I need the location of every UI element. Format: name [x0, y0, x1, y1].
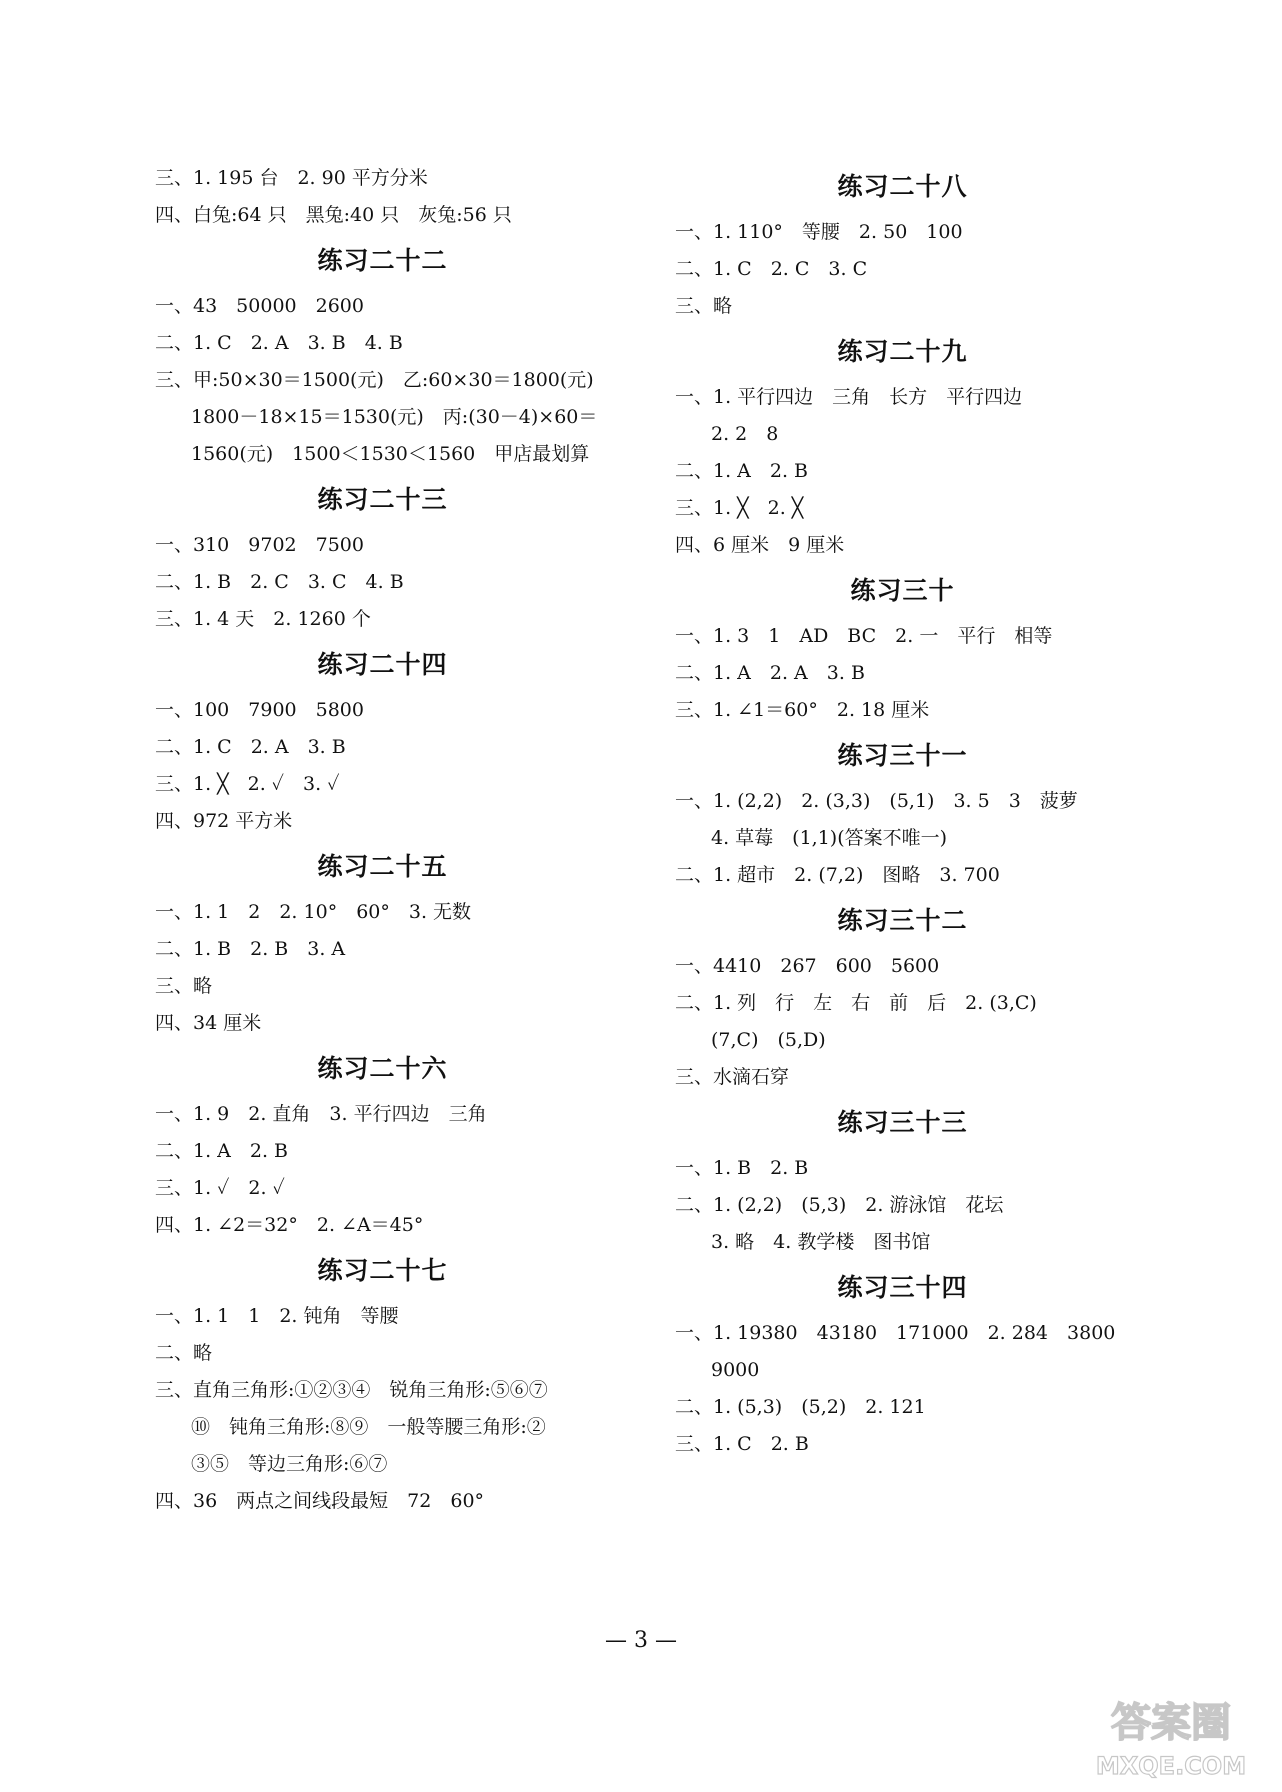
answer-line: 三、1. C 2. B [675, 1433, 809, 1455]
answer-line: 三、直角三角形:①②③④ 锐角三角形:⑤⑥⑦ [155, 1379, 548, 1401]
answer-line: 三、1. ∠1＝60° 2. 18 厘米 [675, 699, 930, 721]
left-column [155, 160, 610, 1520]
answer-line: 三、1. ✓ 2. ✓ [155, 1177, 285, 1199]
section-heading: 练习二十六 [317, 1054, 448, 1083]
section-heading: 练习二十四 [317, 650, 448, 679]
answer-line: 四、972 平方米 [155, 810, 293, 832]
answer-line-continued: ⑩ 钝角三角形:⑧⑨ 一般等腰三角形:② [191, 1416, 546, 1438]
section-heading: 练习二十五 [317, 852, 448, 881]
answer-line-continued: 3. 略 4. 教学楼 图书馆 [711, 1231, 931, 1253]
answer-line: 一、1. 19380 43180 171000 2. 284 3800 [675, 1322, 1116, 1344]
right-column [675, 160, 1130, 1463]
answer-line: 三、1. 4 天 2. 1260 个 [155, 608, 371, 630]
answer-line: 三、1. 195 台 2. 90 平方分米 [155, 167, 428, 189]
answer-line: 二、1. A 2. B [675, 460, 809, 482]
section-heading: 练习三十三 [837, 1108, 968, 1137]
section-heading: 练习二十八 [837, 172, 968, 201]
answer-line-continued: 4. 草莓 (1,1)(答案不唯一) [711, 827, 948, 849]
answer-line: 三、甲:50×30＝1500(元) 乙:60×30＝1800(元) [155, 369, 594, 391]
section-heading: 练习三十四 [837, 1273, 968, 1302]
answer-line: 二、1. 超市 2. (7,2) 图略 3. 700 [675, 864, 1000, 886]
answer-line: 一、1. 110° 等腰 2. 50 100 [675, 221, 963, 243]
answer-line: 一、4410 267 600 5600 [675, 955, 940, 977]
answer-line: 三、略 [675, 295, 733, 317]
answer-line: 二、1. (2,2) (5,3) 2. 游泳馆 花坛 [675, 1194, 1004, 1216]
answer-line-continued: 1560(元) 1500＜1530＜1560 甲店最划算 [191, 443, 590, 465]
answer-line-continued: (7,C) (5,D) [711, 1029, 826, 1051]
answer-line: 一、1. B 2. B [675, 1157, 809, 1179]
answer-line: 一、1. 平行四边 三角 长方 平行四边 [675, 386, 1023, 408]
answer-line: 一、1. 1 2 2. 10° 60° 3. 无数 [155, 901, 472, 923]
answer-line: 三、水滴石穿 [675, 1066, 790, 1088]
answer-line: 二、略 [155, 1342, 213, 1364]
answer-line: 一、100 7900 5800 [155, 699, 364, 721]
answer-line-continued: 9000 [711, 1359, 760, 1381]
answer-line: 四、1. ∠2＝32° 2. ∠A＝45° [155, 1214, 424, 1236]
section-heading: 练习二十七 [317, 1256, 448, 1285]
answer-line: 二、1. B 2. B 3. A [155, 938, 346, 960]
page-number: — 3 — [605, 1628, 677, 1653]
answer-line: 三、1. ╳ 2. ╳ [675, 497, 804, 519]
answer-line: 一、1. (2,2) 2. (3,3) (5,1) 3. 5 3 菠萝 [675, 790, 1078, 812]
answer-line: 一、1. 3 1 AD BC 2. 一 平行 相等 [675, 625, 1053, 647]
answer-line: 一、310 9702 7500 [155, 534, 364, 556]
answer-line: 二、1. A 2. A 3. B [675, 662, 865, 684]
section-heading: 练习三十二 [837, 906, 968, 935]
section-heading: 练习二十二 [317, 246, 448, 275]
answer-line: 一、1. 9 2. 直角 3. 平行四边 三角 [155, 1103, 487, 1125]
answer-line: 四、6 厘米 9 厘米 [675, 534, 845, 556]
answer-line-continued: ③⑤ 等边三角形:⑥⑦ [191, 1453, 388, 1475]
answer-line: 二、1. C 2. C 3. C [675, 258, 868, 280]
answer-line: 一、1. 1 1 2. 钝角 等腰 [155, 1305, 399, 1327]
answer-line: 四、34 厘米 [155, 1012, 262, 1034]
section-heading: 练习二十九 [837, 337, 968, 366]
watermark-url: MXQE.COM [1095, 1752, 1247, 1780]
answer-line: 二、1. B 2. C 3. C 4. B [155, 571, 404, 593]
answer-line: 三、略 [155, 975, 213, 997]
answer-line: 四、36 两点之间线段最短 72 60° [155, 1490, 485, 1512]
answer-line-continued: 1800－18×15＝1530(元) 丙:(30－4)×60＝ [191, 406, 598, 428]
answer-line: 二、1. (5,3) (5,2) 2. 121 [675, 1396, 926, 1418]
watermark-text: 答案圈 [1111, 1700, 1231, 1746]
answer-line: 四、白兔:64 只 黑兔:40 只 灰兔:56 只 [155, 204, 512, 226]
answer-line: 二、1. C 2. A 3. B [155, 736, 346, 758]
answer-line: 二、1. 列 行 左 右 前 后 2. (3,C) [675, 992, 1037, 1014]
answer-line: 二、1. A 2. B [155, 1140, 289, 1162]
section-heading: 练习三十 [850, 576, 955, 605]
answer-line: 三、1. ╳ 2. ✓ 3. ✓ [155, 773, 340, 795]
watermark-logo [1076, 1692, 1266, 1784]
answer-line: 二、1. C 2. A 3. B 4. B [155, 332, 403, 354]
section-heading: 练习二十三 [317, 485, 448, 514]
section-heading: 练习三十一 [837, 741, 968, 770]
answer-line-continued: 2. 2 8 [711, 423, 779, 445]
answer-line: 一、43 50000 2600 [155, 295, 364, 317]
